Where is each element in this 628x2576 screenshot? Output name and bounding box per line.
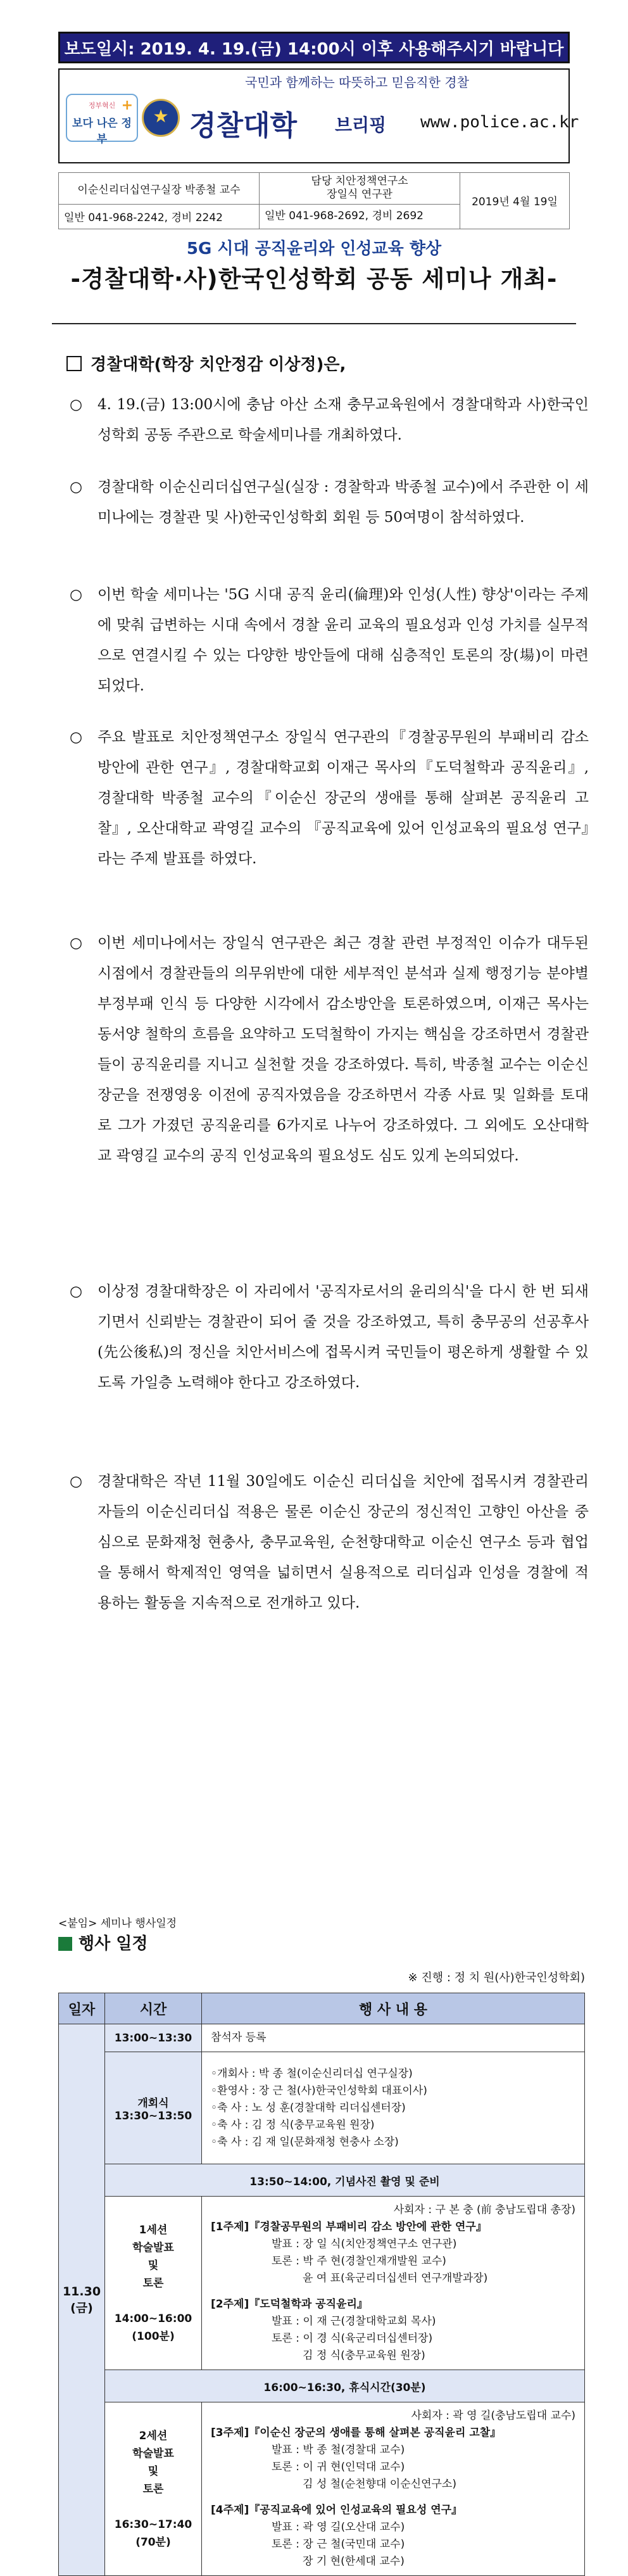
presenter: 발표 : 장 일 식(치안정책연구소 연구관) — [272, 2238, 457, 2250]
discussant: 토론 : 이 귀 현(인덕대 교수) — [272, 2461, 405, 2473]
session-label: 2세션 — [139, 2429, 168, 2442]
police-emblem-icon: ★ — [142, 99, 180, 137]
session-2-label — [105, 2402, 202, 2576]
table-row — [59, 2052, 585, 2164]
paragraph — [70, 928, 589, 1171]
header-time: 시간 — [105, 1993, 202, 2024]
lead-sentence — [66, 352, 346, 375]
subtitle: 5G 시대 공직윤리와 인성교육 향상 — [186, 239, 442, 258]
spacer — [211, 2493, 575, 2502]
session-label: 및 — [148, 2465, 159, 2478]
circle-bullet-icon: ○ — [70, 397, 83, 413]
paragraph-text: 4. 19.(금) 13:00시에 충남 아산 소재 충무교육원에서 경찰대학과 사)한국인성학회 공동 주관으로 학술세미나를 개최하였다. — [97, 397, 589, 443]
checkbox-square-icon — [66, 356, 82, 371]
discussant: 장 기 현(한세대 교수) — [303, 2555, 405, 2568]
opening-label: 개회식 — [137, 2097, 169, 2110]
contact-person-line1: 담당 치안정책연구소 — [311, 175, 408, 187]
plus-icon: + — [121, 98, 133, 113]
contact-dept: 이순신리더십연구실장 박종철 교수 — [59, 173, 260, 205]
paragraph — [70, 1276, 589, 1398]
discussant: 김 정 식(충무교육원 원장) — [303, 2349, 425, 2362]
session-duration: (100분) — [132, 2330, 175, 2343]
contact-table — [58, 172, 570, 229]
circle-bullet-icon: ○ — [70, 935, 83, 951]
presenter: 발표 : 박 종 철(경찰대 교수) — [272, 2444, 405, 2456]
website-url: www.police.ac.kr — [420, 113, 579, 132]
break-time: 16:00~16:30, 휴식시간(30분) — [105, 2370, 585, 2402]
session-label: 1세션 — [139, 2223, 168, 2237]
session-2-content — [202, 2402, 585, 2576]
circle-bullet-icon: ○ — [70, 479, 83, 495]
photo-session: 13:50~14:00, 기념사진 촬영 및 준비 — [105, 2164, 585, 2197]
spacer — [211, 2287, 575, 2296]
green-square-icon — [58, 1937, 72, 1951]
session-1-label — [105, 2197, 202, 2370]
session-moderator: 사회자 : 구 본 충 (前 충남도립대 총장) — [393, 2204, 575, 2216]
session-label: 토론 — [142, 2276, 164, 2290]
discussant: 토론 : 장 근 철(국민대 교수) — [272, 2538, 405, 2551]
paragraph-text: 경찰대학은 작년 11월 30일에도 이순신 리더십을 치안에 접목시켜 경찰관리자들의 이순신리더십 적용은 물론 이순신 장군의 정신적인 고향인 아산을 중심으로 문화재청 현충사, 충무교육원, 순천향대학교 이순신 연구소 등과 협업을 통해서 학제적인 영역을 넓히면서 실용적으로 리더십과 인성을 경찰에 적용하는 활동을 지속적으로 전개하고 있다. — [97, 1473, 589, 1611]
table-row — [59, 2402, 585, 2576]
session-label: 학술발표 — [132, 2241, 174, 2254]
session-label: 토론 — [142, 2482, 164, 2496]
session-time: 14:00~16:00 — [114, 2312, 192, 2325]
circle-bullet-icon: ○ — [70, 1473, 83, 1490]
paragraph — [70, 1466, 589, 1618]
topic-title: [1주제]『경찰공무원의 부패비리 감소 방안에 관한 연구』 — [211, 2221, 487, 2233]
table-row — [59, 2024, 585, 2052]
session-duration: (70분) — [135, 2535, 171, 2549]
discussant: 토론 : 박 주 현(경찰인재개발원 교수) — [272, 2255, 446, 2268]
paragraph-text: 주요 발표로 치안정책연구소 장일식 연구관의『경찰공무원의 부패비리 감소 방안에 관한 연구』, 경찰대학교회 이재근 목사의『도덕철학과 공직윤리』, 경찰대학 박종철 교수의『이순신 장군의 생애를 통해 살펴본 공직윤리 고찰』, 오산대학교 곽영길 교수의 『공직교육에 있어 인성교육의 필요성 연구』라는 주제 발표를 하였다. — [97, 729, 589, 867]
contact-phone-2: 일반 041-968-2692, 경비 2692 — [260, 204, 460, 229]
opening-ceremony-time — [105, 2052, 202, 2164]
title-divider — [52, 323, 576, 324]
topic-title: [2주제]『도덕철학과 공직윤리』 — [211, 2298, 368, 2311]
university-name: 경찰대학 — [189, 110, 298, 142]
discussant: 윤 여 표(육군리더십센터 연구개발과장) — [303, 2272, 488, 2285]
discussant: 김 성 철(순천향대 이순신연구소) — [303, 2478, 456, 2490]
contact-person — [260, 173, 460, 205]
contact-row — [59, 173, 570, 205]
moderator-note: ※ 진행 : 정 치 원(사)한국인성학회) — [408, 1971, 585, 1984]
circle-bullet-icon: ○ — [70, 729, 83, 746]
table-row — [59, 2370, 585, 2402]
government-innovation-logo — [66, 94, 138, 146]
opening-line: ◦개회사 : 박 종 철(이순신리더십 연구실장) — [211, 2067, 413, 2080]
paragraph — [70, 472, 589, 533]
schedule-title — [58, 1931, 148, 1954]
main-title: -경찰대학·사)한국인성학회 공동 세미나 개최- — [70, 265, 558, 293]
session-moderator: 사회자 : 곽 영 길(충남도립대 교수) — [411, 2409, 575, 2422]
paragraph — [70, 722, 589, 874]
session-label: 및 — [148, 2259, 159, 2272]
gov-logo-big-text: 보다 나은 정부 — [72, 117, 132, 146]
registration-time: 13:00~13:30 — [105, 2024, 202, 2052]
session-label: 학술발표 — [132, 2447, 174, 2460]
discussant: 토론 : 이 경 식(육군리더십센터장) — [272, 2332, 433, 2345]
opening-line: ◦환영사 : 장 근 철(사)한국인성학회 대표이사) — [211, 2084, 427, 2097]
contact-person-line2: 장일식 연구관 — [327, 188, 392, 201]
table-row — [59, 2164, 585, 2197]
presenter: 발표 : 곽 영 길(오산대 교수) — [272, 2521, 405, 2534]
paragraph-text: 이번 학술 세미나는 '5G 시대 공직 윤리(倫理)와 인성(人性) 향상'이라는 주제에 맞춰 급변하는 시대 속에서 경찰 윤리 교육의 필요성과 인성 가치를 실무적으로 연결시킬 수 있는 다양한 방안들에 대해 심층적인 토론의 장(場)이 마련되었다. — [97, 587, 589, 694]
contact-phone-1: 일반 041-968-2242, 경비 2242 — [59, 204, 260, 229]
paragraph-text: 경찰대학 이순신리더십연구실(실장 : 경찰학과 박종철 교수)에서 주관한 이 세미나에는 경찰관 및 사)한국인성학회 회원 등 50여명이 참석하였다. — [97, 479, 589, 526]
schedule-title-text: 행사 일정 — [78, 1934, 148, 1953]
table-row — [59, 2197, 585, 2370]
schedule-header-row — [59, 1993, 585, 2024]
header-content: 행 사 내 용 — [202, 1993, 585, 2024]
paragraph — [70, 390, 589, 450]
circle-bullet-icon: ○ — [70, 1283, 83, 1300]
circle-bullet-icon: ○ — [70, 587, 83, 603]
opening-line: ◦축 사 : 김 정 식(충무교육원 원장) — [211, 2118, 375, 2131]
attachment-caption: <붙임> 세미나 행사일정 — [58, 1917, 177, 1930]
paragraph-text: 이번 세미나에서는 장일식 연구관은 최근 경찰 관련 부정적인 이슈가 대두된 시점에서 경찰관들의 의무위반에 대한 세부적인 분석과 실제 행정기능 분야별 부정부패 인식 등 다양한 시각에서 감소방안을 토론하였으며, 이재근 목사는 동서양 철학의 흐름을 요약하고 도덕철학이 가지는 핵심을 강조하면서 경찰관들이 공직윤리를 지니고 실천할 것을 강조하였다. 특히, 박종철 교수는 이순신 장군을 전쟁영웅 이전에 공직자였음을 강조하면서 각종 사료 및 일화를 토대로 그가 가졌던 공직윤리를 6가지로 나누어 강조하였다. 그 외에도 오산대학교 곽영길 교수의 공직 인성교육의 필요성도 심도 있게 논의되었다. — [97, 935, 589, 1164]
lead-text: 경찰대학(학장 치안정감 이상정)은, — [91, 355, 346, 374]
paragraph-text: 이상정 경찰대학장은 이 자리에서 '공직자로서의 윤리의식'을 다시 한 번 되새기면서 신뢰받는 경찰관이 되어 줄 것을 강조하였고, 특히 충무공의 선공후사(先公後私)의 정신을 치안서비스에 접목시켜 국민들이 평온하게 생활할 수 있도록 가일층 노력해야 한다고 강조하였다. — [97, 1283, 589, 1391]
opening-time: 13:30~13:50 — [114, 2109, 192, 2122]
opening-content — [202, 2052, 585, 2164]
schedule-table — [58, 1993, 585, 2576]
topic-title: [4주제]『공직교육에 있어 인성교육의 필요성 연구』 — [211, 2504, 463, 2516]
opening-line: ◦축 사 : 김 재 일(문화재청 현충사 소장) — [211, 2135, 399, 2148]
registration-content: 참석자 등록 — [202, 2024, 585, 2052]
paragraph — [70, 580, 589, 701]
opening-line: ◦축 사 : 노 성 훈(경찰대학 리더십센터장) — [211, 2101, 406, 2114]
briefing-banner — [58, 68, 579, 163]
session-time: 16:30~17:40 — [114, 2518, 192, 2531]
gov-logo-small-text: 정부혁신 — [88, 101, 116, 110]
release-date: 2019년 4월 19일 — [460, 173, 570, 229]
presenter: 발표 : 이 재 근(경찰대학교회 목사) — [272, 2315, 436, 2328]
schedule-date: 11.30 (금) — [59, 2024, 105, 2576]
session-1-content — [202, 2197, 585, 2370]
header-date: 일자 — [59, 1993, 105, 2024]
slogan: 국민과 함께하는 따뜻하고 믿음직한 경찰 — [245, 75, 469, 90]
briefing-label: 브리핑 — [335, 115, 387, 136]
topic-title: [3주제]『이순신 장군의 생애를 통해 살펴본 공직윤리 고찰』 — [211, 2427, 501, 2439]
embargo-notice: 보도일시: 2019. 4. 19.(금) 14:00시 이후 사용해주시기 바랍니다 — [58, 32, 570, 63]
